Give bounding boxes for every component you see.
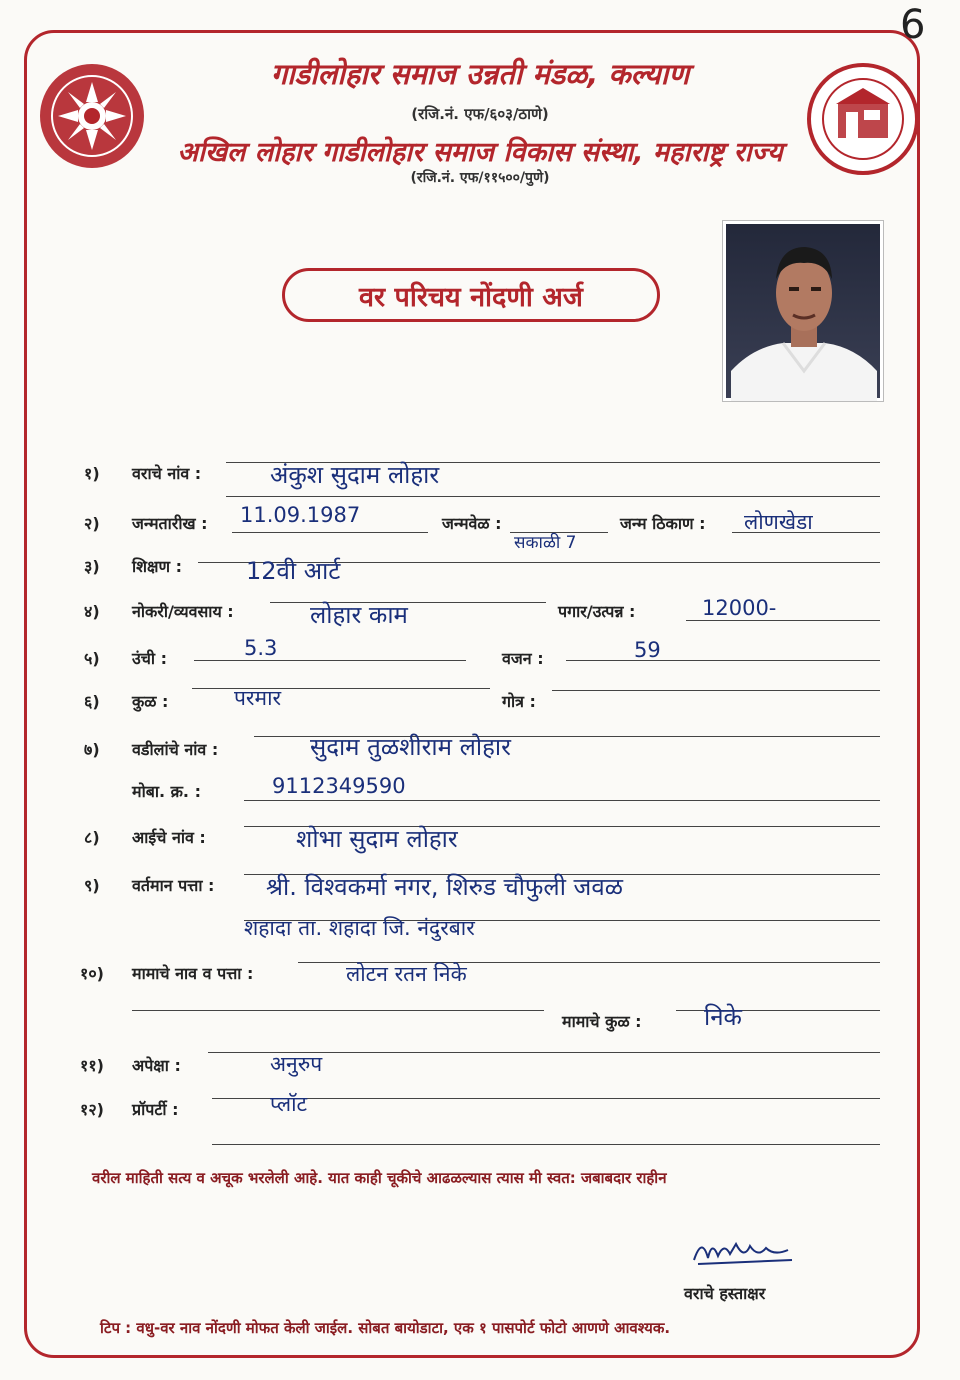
page-number-mark: 6 [900, 2, 926, 48]
birth-time-value[interactable]: सकाळी 7 [514, 533, 577, 553]
field-number: ६) [84, 692, 100, 711]
occupation-value[interactable]: लोहार काम [310, 601, 408, 629]
registration-number-2: (रजि.नं. एफ/११५००/पुणे) [410, 170, 550, 186]
declaration-text: वरील माहिती सत्य व अचूक भरलेली आहे. यात काही चूकीचे आढळल्यास त्यास मी स्वत: जबाबदार राहीन [92, 1169, 667, 1187]
form-title: वर परिचय नोंदणी अर्ज [359, 281, 583, 313]
fill-line [552, 690, 880, 691]
fill-line [244, 800, 880, 801]
occupation-label: नोकरी/व्यवसाय : [132, 602, 234, 621]
field-number: ३) [84, 557, 100, 576]
mother-name-label: आईचे नांव : [132, 828, 206, 847]
property-label: प्रॉपर्टी : [132, 1100, 179, 1119]
maternal-clan-label: मामाचे कुळ : [562, 1012, 642, 1031]
field-number: १२) [80, 1100, 104, 1119]
clan-value[interactable]: परमार [234, 686, 282, 710]
fill-line [566, 660, 880, 661]
weight-label: वजन : [502, 649, 544, 668]
father-name-value[interactable]: सुदाम तुळशीराम लोहार [310, 733, 511, 761]
applicant-photo [722, 220, 884, 402]
field-number: ५) [84, 649, 100, 668]
portrait-icon [723, 221, 884, 402]
education-label: शिक्षण : [132, 557, 183, 576]
maternal-clan-value[interactable]: निके [704, 1003, 742, 1031]
birth-place-value[interactable]: लोणखेडा [744, 510, 813, 534]
field-number: ४) [84, 602, 100, 621]
organisation-name-2: अखिल लोहार गाडीलोहार समाज विकास संस्था, महाराष्ट्र राज्य [177, 137, 783, 168]
gotra-label: गोत्र : [502, 692, 536, 711]
field-number: ७) [84, 740, 100, 759]
property-value[interactable]: प्लॉट [270, 1092, 308, 1116]
address-label: वर्तमान पत्ता : [132, 876, 215, 895]
birth-time-label: जन्मवेळ : [442, 514, 502, 533]
field-number: ९) [84, 876, 100, 895]
fill-line [212, 1144, 880, 1145]
field-number: १) [84, 464, 100, 483]
organisation-seal-left [38, 62, 146, 170]
footnote: टिप : वधु-वर नाव नोंदणी मोफत केली जाईल. सोबत बायोडाटा, एक १ पासपोर्ट फोटो आणणे आवश्यक. [100, 1319, 671, 1337]
fill-line [226, 496, 880, 497]
signature-icon [688, 1230, 798, 1274]
salary-label: पगार/उत्पन्न : [558, 602, 636, 621]
mobile-value[interactable]: 9112349590 [272, 774, 406, 798]
field-number: १०) [80, 964, 104, 983]
groom-name-value[interactable]: अंकुश सुदाम लोहार [270, 461, 440, 489]
birth-date-value[interactable]: 11.09.1987 [240, 503, 361, 527]
mother-name-value[interactable]: शोभा सुदाम लोहार [296, 825, 458, 853]
fill-line [132, 1010, 544, 1011]
field-number: २) [84, 514, 100, 533]
maternal-uncle-label: मामाचे नाव व पत्ता : [132, 964, 254, 983]
field-number: ११) [80, 1056, 104, 1075]
salary-value[interactable]: 12000- [702, 596, 777, 620]
height-label: उंची : [132, 649, 168, 668]
field-number: ८) [84, 828, 100, 847]
address-value-line1[interactable]: श्री. विश्वकर्मा नगर, शिरुड चौफुली जवळ [266, 873, 623, 901]
signature-label: वराचे हस्ताक्षर [684, 1284, 766, 1303]
education-value[interactable]: 12वी आर्ट [246, 557, 341, 585]
mobile-label: मोबा. क्र. : [132, 782, 201, 801]
birth-place-label: जन्म ठिकाण : [620, 514, 706, 533]
maternal-uncle-value[interactable]: लोटन रतन निके [346, 962, 467, 986]
height-value[interactable]: 5.3 [244, 636, 278, 660]
groom-name-label: वराचे नांव : [132, 464, 202, 483]
weight-value[interactable]: 59 [634, 638, 661, 662]
form-title-box [282, 268, 660, 322]
organisation-name-1: गाडीलोहार समाज उन्नती मंडळ, कल्याण [270, 57, 690, 91]
expectation-label: अपेक्षा : [132, 1056, 181, 1075]
expectation-value[interactable]: अनुरुप [270, 1052, 323, 1076]
father-name-label: वडीलांचे नांव : [132, 740, 219, 759]
fill-line [212, 1098, 880, 1099]
fill-line [686, 620, 880, 621]
birth-date-label: जन्मतारीख : [132, 514, 208, 533]
fill-line [232, 532, 428, 533]
registration-number-1: (रजि.नं. एफ/६०३/ठाणे) [411, 105, 549, 123]
fill-line [194, 660, 466, 661]
organisation-seal-right [806, 62, 920, 176]
address-value-line2[interactable]: शहादा ता. शहादा जि. नंदुरबार [244, 916, 475, 940]
clan-label: कुळ : [132, 692, 169, 711]
